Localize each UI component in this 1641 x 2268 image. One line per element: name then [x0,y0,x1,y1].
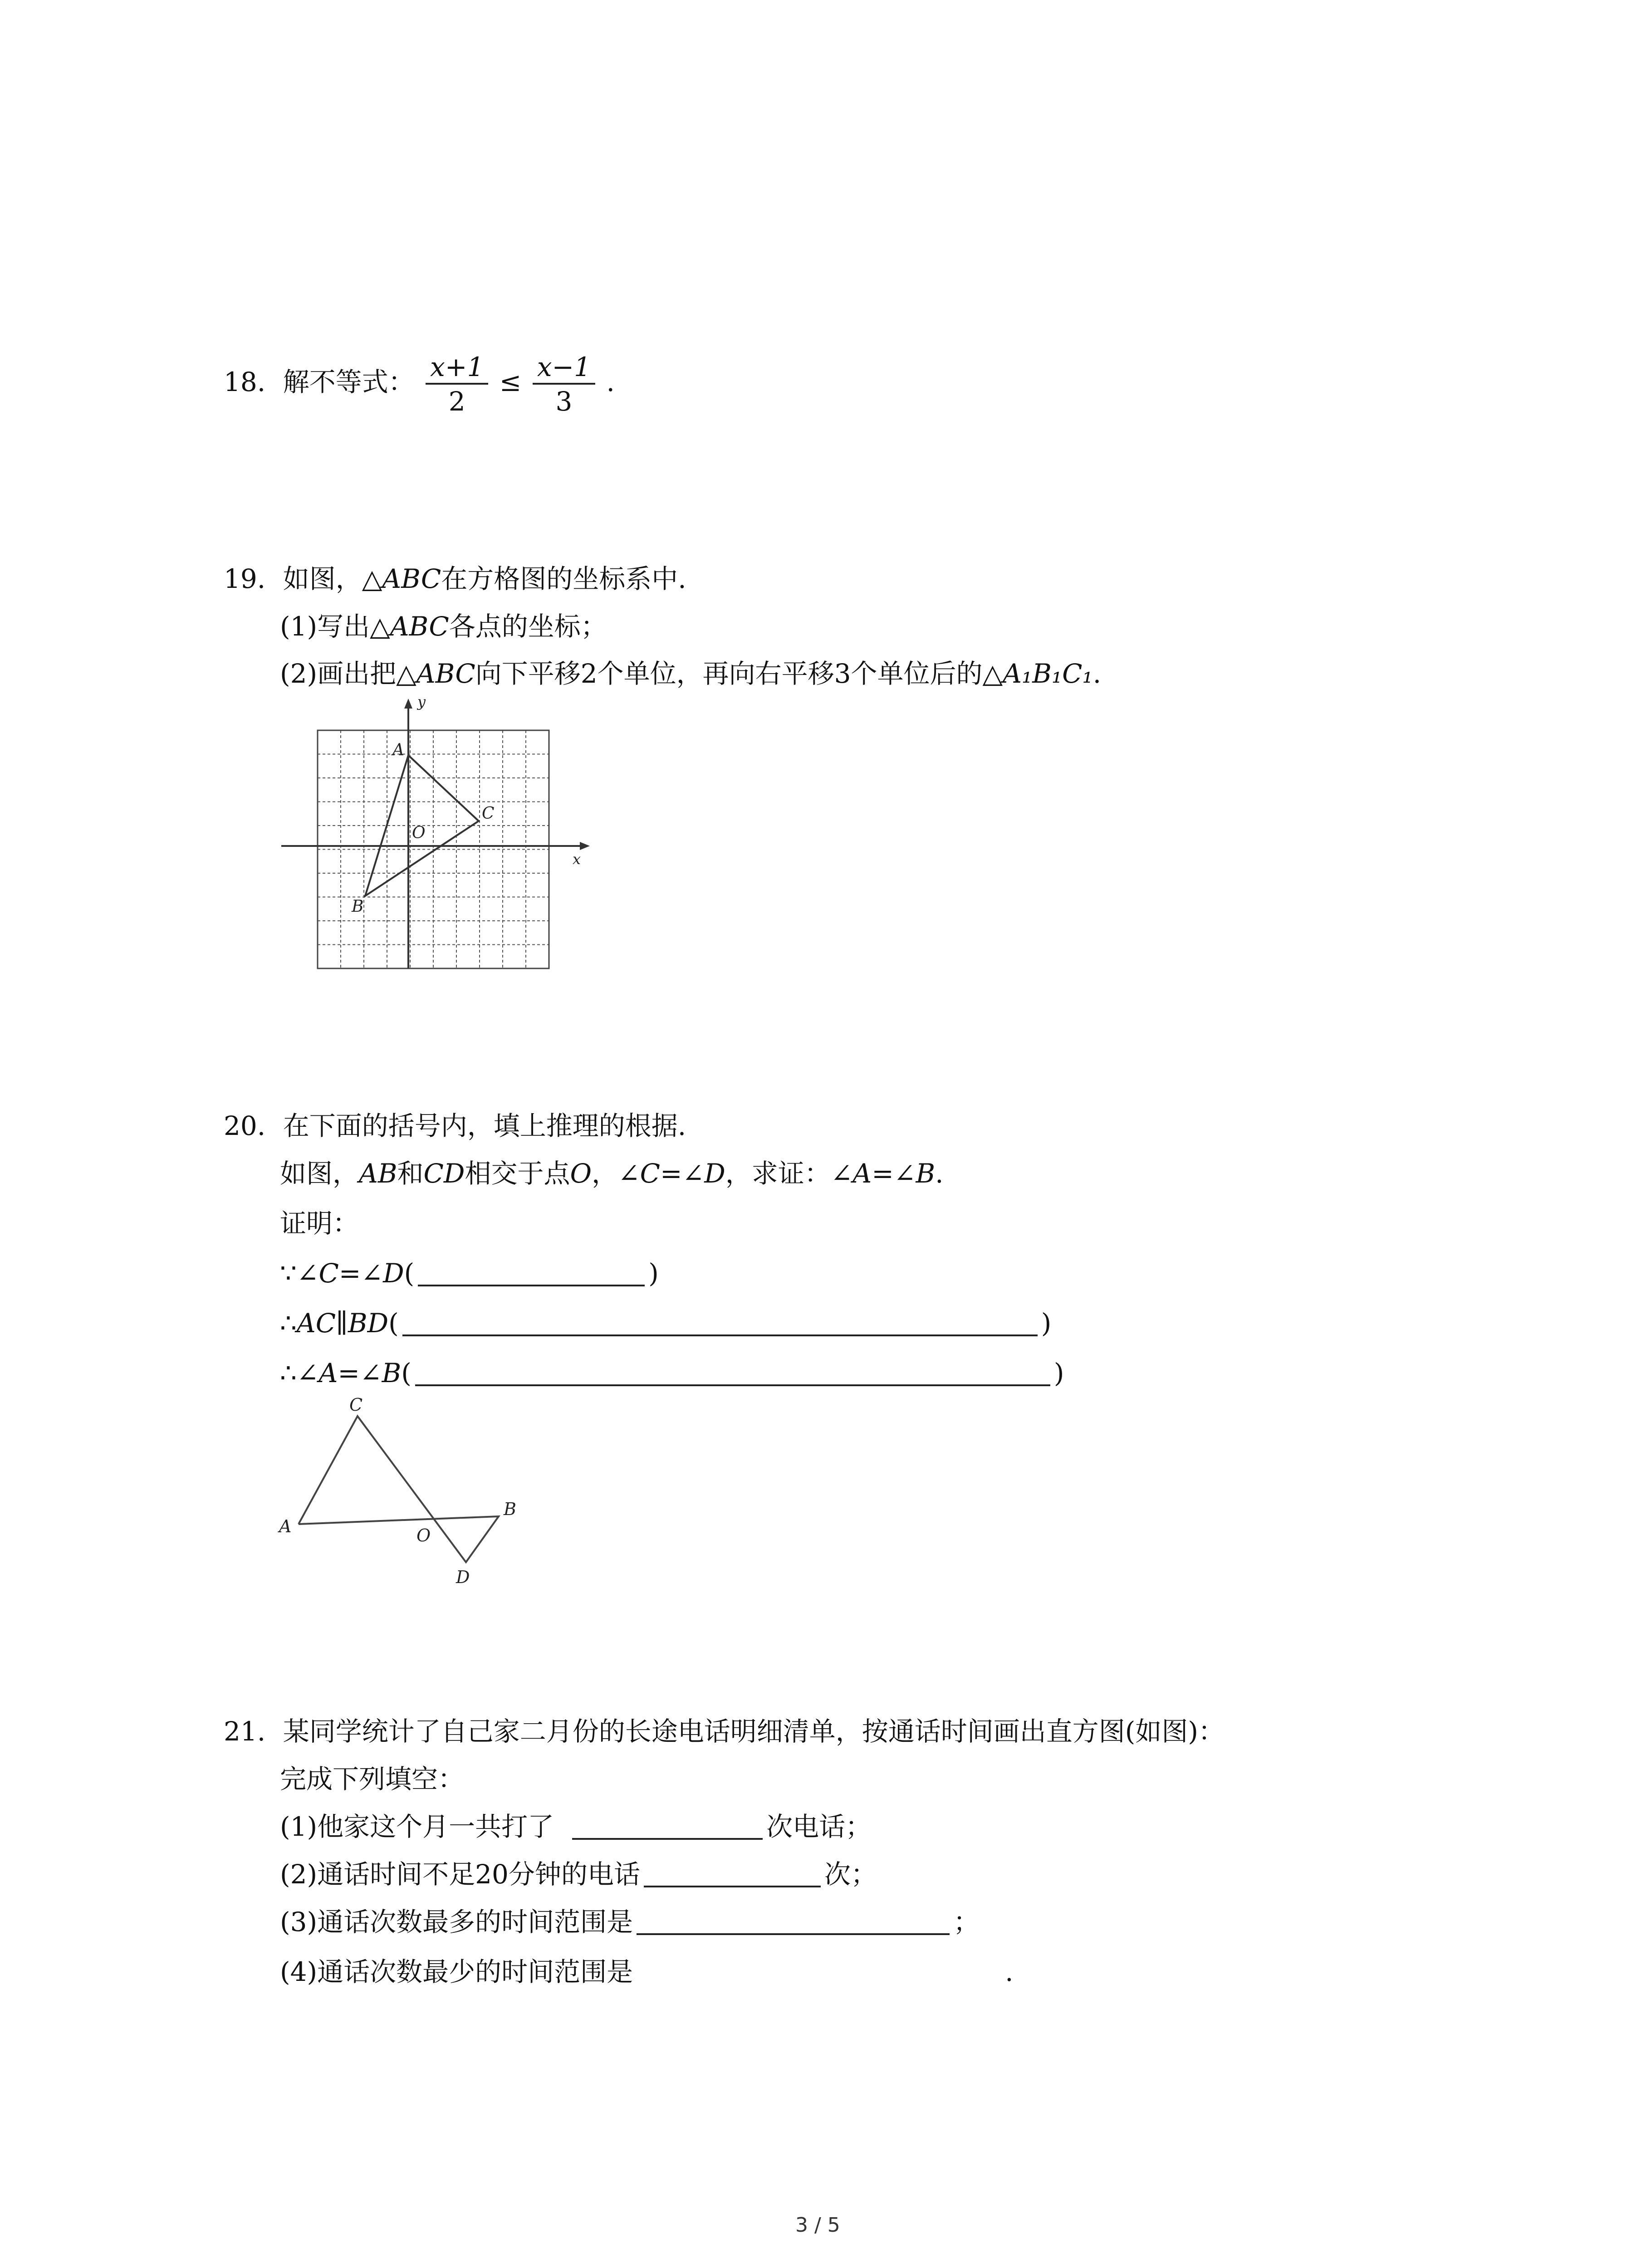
q18-rhs-numerator: x−1 [533,354,595,385]
q21-part2-a: (2)通话时间不足20分钟的电话 [280,1859,640,1890]
q19-part2-result: A₁B₁C₁ [1003,658,1093,689]
q20-step3-a: A [318,1358,338,1388]
q21-part3-b: ； [953,1906,980,1937]
q20-step3-close: ) [1053,1358,1064,1388]
q19-grid-figure [277,694,594,977]
q20-given-c: ，∠ [592,1158,640,1189]
q20-step3-blank[interactable] [415,1361,1050,1386]
q20-step2-bd: BD [348,1308,389,1339]
q19-part2-a: (2)画出把△ [280,658,416,689]
q19-stem-line [224,563,686,594]
q19-part2-end: . [1092,658,1102,689]
q20-step2-par: ∥ [336,1308,348,1339]
q20-label-o: O [416,1525,431,1545]
page-number: 3 / 5 [795,2214,840,2237]
q20-given-and: 和 [397,1158,424,1189]
q20-given-o: O [570,1158,592,1189]
q20-proof-label: 证明： [280,1208,359,1239]
q19-label-b: B [352,897,364,916]
q20-step1-d: D [383,1258,404,1289]
q19-grid-svg [277,694,594,975]
q21-part4-a: (4)通话次数最少的时间范围是 [280,1956,633,1987]
q20-step1-open: ( [404,1258,415,1289]
q20-label-a: A [279,1516,292,1536]
q20-step1-line [280,1258,659,1289]
q19-stem-b: 在方格图的坐标系中. [441,563,686,594]
q19-part1-b: 各点的坐标； [449,611,607,642]
q19-part1-triangle: ABC [390,611,449,642]
q19-x-arrow [580,842,590,850]
q20-step3-line [280,1360,1064,1386]
q20-step1-prefix: ∵∠ [280,1258,319,1289]
q19-grid-lines [318,730,549,968]
q20-given-a: 如图， [280,1158,359,1189]
q19-number: 19. [224,563,266,594]
q20-given-b: 相交于点 [465,1158,570,1189]
q20-step2-ac: AC [296,1308,336,1339]
q21-number: 21. [224,1716,266,1747]
q20-step3-b: B [382,1358,402,1388]
q20-stem-line [224,1110,686,1141]
q21-part2-b: 次； [824,1859,877,1890]
q21-part1-b: 次电话； [766,1811,872,1842]
q20-step2-open: ( [388,1308,399,1339]
q20-step1-eq: =∠ [338,1258,383,1289]
q20-number: 20. [224,1110,266,1141]
q20-given-line [280,1160,944,1187]
q21-part1-blank[interactable] [572,1814,763,1840]
q20-given-eq2: =∠ [872,1158,916,1189]
q19-part1-a: (1)写出△ [280,611,390,642]
q20-step1-blank[interactable] [418,1261,645,1286]
q18-number: 18. [224,367,266,398]
q18-relation: ≤ [499,367,522,398]
q20-step2-line [280,1308,1052,1339]
q20-given-aa: A [852,1158,872,1189]
q21-part3-a: (3)通话次数最多的时间范围是 [280,1906,633,1937]
q20-step3-open: ( [401,1358,411,1388]
q21-part1-line [280,1813,872,1840]
q19-label-x: x [573,850,581,868]
q19-stem-triangle: ABC [382,563,441,594]
q18-stem: 解不等式： [283,367,415,398]
q20-step3-eq: =∠ [338,1358,382,1388]
q18-line [224,354,615,415]
q19-part2-line [280,660,1101,687]
q21-part4-b: . [1005,1956,1014,1987]
q20-given-cd: CD [423,1158,465,1189]
q21-part3-line [280,1906,980,1937]
q21-instruction: 完成下列填空： [280,1764,465,1794]
q18-lhs-fraction [426,354,488,415]
q19-label-c: C [482,804,495,823]
q19-stem-a: 如图，△ [283,563,382,594]
q19-part2-triangle: ABC [416,658,475,689]
q19-label-a: A [392,741,404,759]
q20-step1-close: ) [648,1258,659,1289]
q20-given-ab: AB [359,1158,397,1189]
q20-given-eq: =∠ [660,1158,705,1189]
q20-label-b: B [504,1499,516,1519]
q20-given-cc: C [640,1158,661,1189]
q18-lhs-numerator: x+1 [426,354,488,385]
q21-stem-line [224,1718,1225,1745]
q19-label-y: y [417,694,426,710]
q19-part2-b: 向下平移2个单位，再向右平移3个单位后的△ [475,658,1003,689]
q21-part2-blank[interactable] [644,1862,821,1887]
q21-part4-line [280,1956,1014,1987]
q19-part1-line [280,613,607,640]
q20-given-d: ，求证：∠ [725,1158,853,1189]
q19-y-arrow [404,699,412,709]
q20-given-dd: D [704,1158,725,1189]
q21-stem: 某同学统计了自己家二月份的长途电话明细清单，按通话时间画出直方图(如图)： [283,1716,1225,1747]
q18-rhs-fraction [533,354,595,415]
q20-step2-close: ) [1041,1308,1052,1339]
q20-step2-blank[interactable] [402,1311,1038,1336]
q21-part3-blank[interactable] [637,1910,950,1935]
q20-figure-svg [272,1388,526,1597]
q18-lhs-denominator: 2 [448,386,465,417]
q20-step3-prefix: ∴∠ [280,1358,319,1388]
q20-step1-c: C [318,1258,339,1289]
q20-figure [272,1388,526,1598]
q20-given-bb: B [916,1158,936,1189]
q20-figure-lines [299,1416,499,1562]
q21-part2-line [280,1859,877,1890]
q20-stem: 在下面的括号内，填上推理的根据. [283,1110,686,1141]
q20-label-c: C [349,1395,363,1415]
q20-label-d: D [456,1567,470,1587]
q18-end: . [606,367,615,398]
q19-label-o: O [412,824,426,842]
q20-given-end: . [935,1158,944,1189]
q21-part1-a: (1)他家这个月一共打了 [280,1811,554,1842]
q20-step2-prefix: ∴ [280,1308,297,1339]
q18-rhs-denominator: 3 [555,386,573,417]
